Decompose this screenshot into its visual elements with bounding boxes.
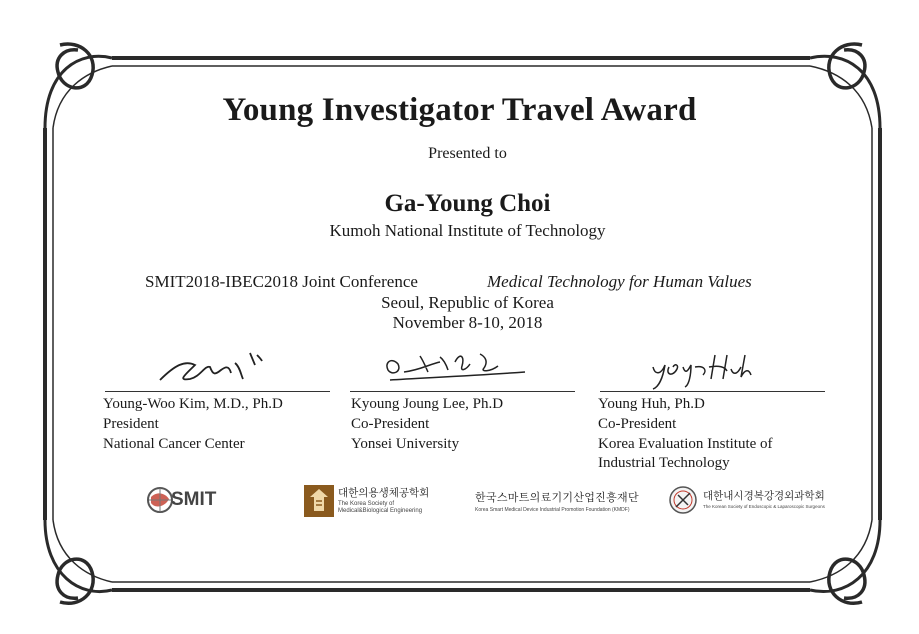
conference-name: SMIT2018-IBEC2018 Joint Conference [145,272,418,291]
conference-dates: November 8-10, 2018 [392,313,543,332]
signatory-2-name: Kyoung Joung Lee, Ph.D [351,396,504,412]
signature-1 [155,345,285,390]
kmdf-logo [475,489,639,517]
kosombe-name-ko: 대한의용생체공학회 [338,486,430,499]
smit-logo [145,484,216,516]
kosombe-name-en-1: The Korea Society of [338,501,395,508]
recipient-name: Ga-Young Choi [384,190,551,217]
presented-to-label: Presented to [428,145,507,162]
kselas-emblem-icon [668,485,698,515]
signatory-1-role: President [103,416,159,432]
signature-line-3 [600,391,825,392]
kselas-name-ko: 대한내시경복강경외과학회 [703,490,825,502]
signature-line-2 [350,391,575,392]
award-title: Young Investigator Travel Award [222,92,697,128]
signatory-1-name: Young-Woo Kim, M.D., Ph.D [103,396,283,412]
signature-line-1 [105,391,330,392]
signatory-3-name: Young Huh, Ph.D [598,396,705,412]
kosombe-emblem-icon [304,485,334,517]
kselas-name-en: The Korean Society of Endoscopic & Laparoscopic Surgeons [703,503,825,509]
kselas-logo [668,484,825,516]
signature-3 [645,345,775,390]
recipient-institution: Kumoh National Institute of Technology [329,221,606,240]
smit-logo-text: SMIT [171,489,217,510]
conference-location: Seoul, Republic of Korea [381,293,554,312]
kosombe-logo [304,484,429,518]
kosombe-name-en-2: Medical&Biological Engineering [338,508,423,515]
conference-slogan: Medical Technology for Human Values [487,272,752,291]
kmdf-name-ko: 한국스마트의료기기산업진흥재단 [475,491,639,504]
signatory-2-org: Yonsei University [351,436,460,452]
signatory-3-role: Co-President [598,416,677,432]
signatory-1-org: National Cancer Center [103,436,245,452]
signatory-3-org-line2: Industrial Technology [598,455,730,471]
signatory-2-role: Co-President [351,416,430,432]
kmdf-name-en: Korea Smart Medical Device Industrial Promotion Foundation (KMDF) [475,507,630,513]
signatory-3-org: Korea Evaluation Institute of [598,436,773,452]
signature-2 [380,342,530,387]
